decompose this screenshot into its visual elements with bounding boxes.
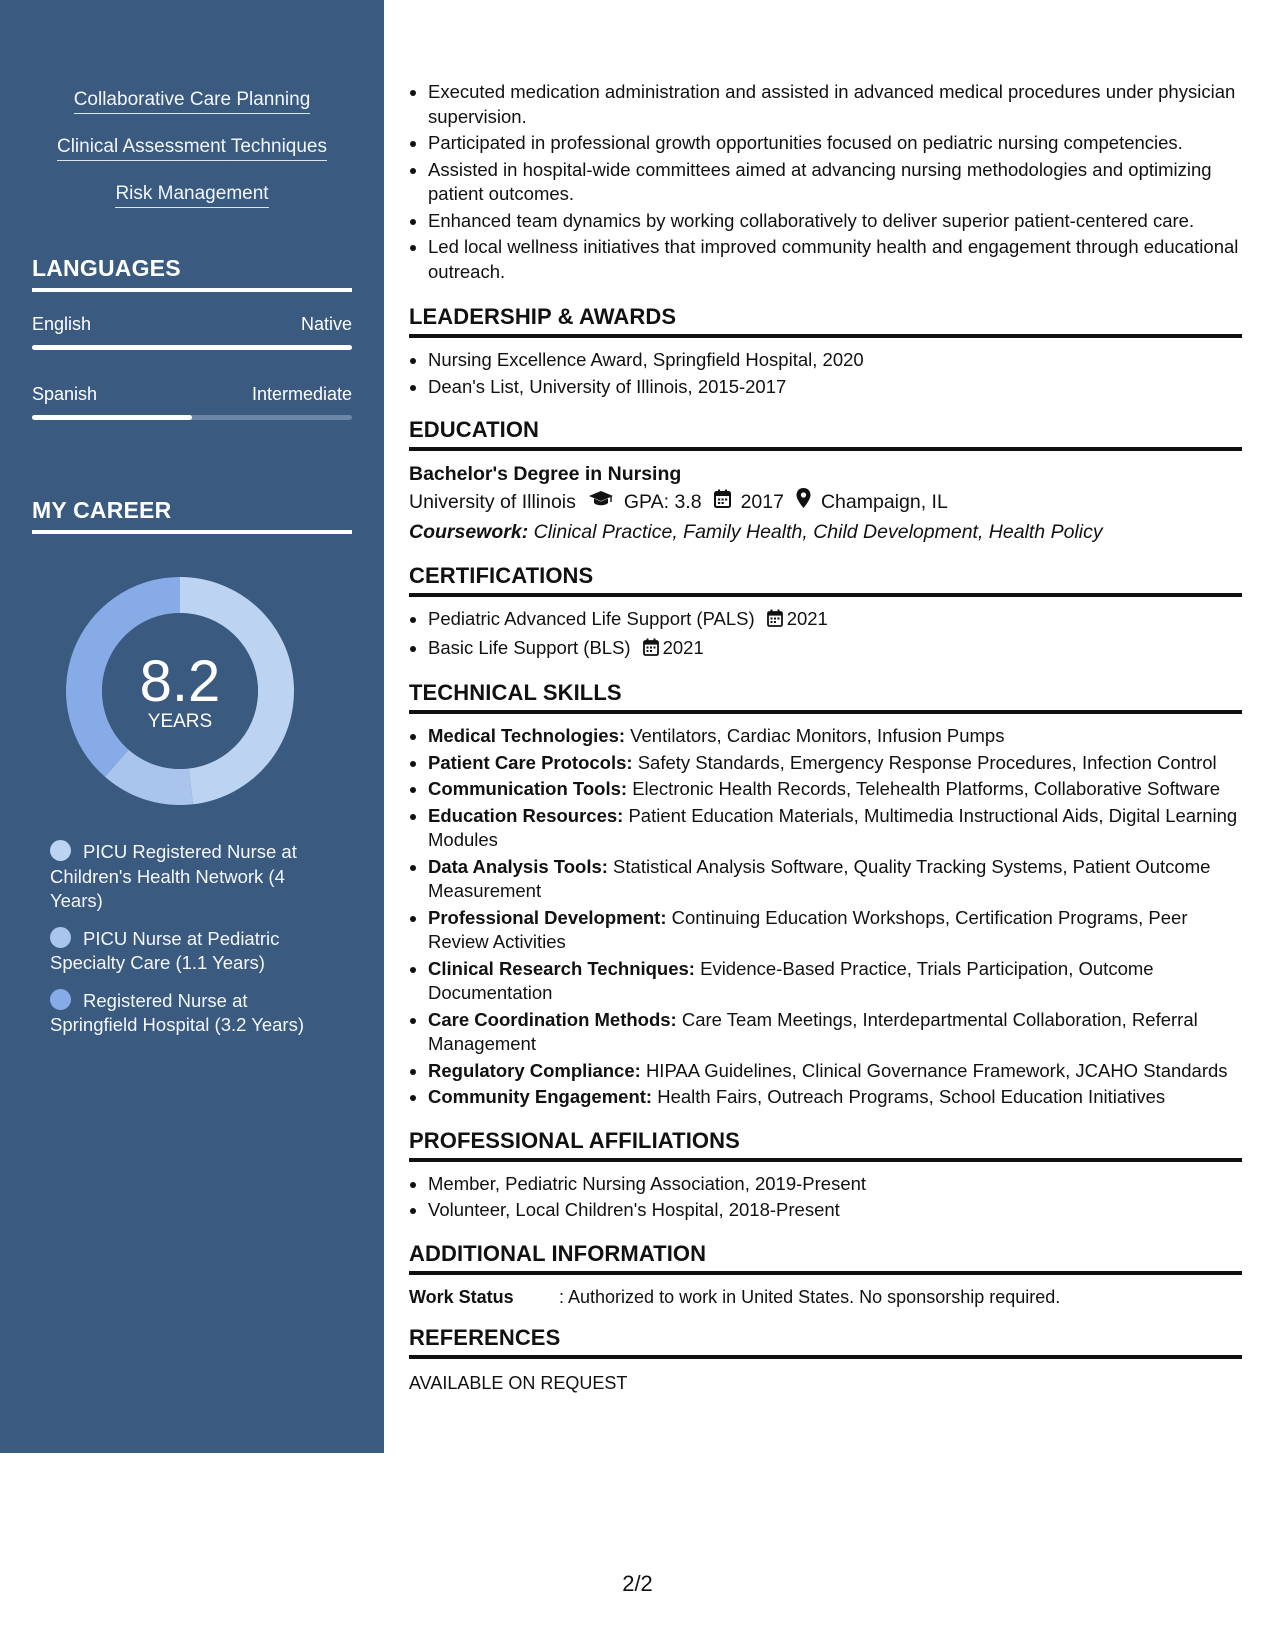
language-bar: [32, 345, 352, 350]
skill-value: Ventilators, Cardiac Monitors, Infusion Pumps: [630, 725, 1005, 746]
language-name: English: [32, 314, 92, 334]
technical-skills-heading: TECHNICAL SKILLS: [409, 680, 1242, 714]
skill-value: Continuing Education Workshops, Certification Programs, Peer Review Activities: [428, 906, 1188, 952]
references-heading: REFERENCES: [409, 1325, 1242, 1359]
career-legend: [50, 840, 340, 1051]
career-donut-chart: [66, 577, 294, 805]
gpa: GPA: 3.8: [623, 491, 702, 513]
language-level: Native: [300, 314, 352, 334]
leadership-heading: LEADERSHIP & AWARDS: [409, 304, 1242, 338]
certification-name: Basic Life Support (BLS): [428, 636, 631, 658]
school-location: Champaign, IL: [820, 491, 948, 513]
skill-value: Electronic Health Records, Telehealth Platforms, Collaborative Software: [632, 778, 1221, 799]
skill-value: Statistical Analysis Software, Quality Tracking Systems, Patient Outcome Measurement: [428, 855, 1211, 901]
language-bar: [32, 415, 352, 420]
certification-item: [409, 607, 1242, 634]
experience-bullet: Enhanced team dynamics by working collaboratively to deliver superior patient-centered care.: [409, 209, 1242, 234]
skill-link[interactable]: Clinical Assessment Techniques: [57, 135, 327, 161]
language-row: [32, 383, 352, 420]
calendar-icon: [643, 638, 659, 663]
career-label: PICU Registered Nurse at Children's Health Network (4 Years): [50, 841, 297, 911]
language-bar-fill: [32, 415, 192, 420]
page-number: 2/2: [622, 1571, 653, 1596]
skill-link[interactable]: Risk Management: [115, 182, 268, 208]
skill-item: [409, 751, 1242, 776]
calendar-icon: [767, 609, 783, 634]
work-status-label: Work Status: [409, 1286, 514, 1307]
career-dot: [50, 989, 71, 1010]
skill-item: [409, 1059, 1242, 1084]
skill-item: [409, 804, 1242, 853]
affiliation-item: Member, Pediatric Nursing Association, 2019-Present: [409, 1172, 1242, 1197]
experience-bullet: Executed medication administration and assisted in advanced medical procedures under physician supervision.: [409, 80, 1242, 129]
skill-item: [409, 906, 1242, 955]
skill-item: [409, 957, 1242, 1006]
education-details: [409, 487, 1242, 517]
skill-link[interactable]: Collaborative Care Planning: [74, 88, 311, 114]
skill-label: Communication Tools:: [428, 778, 628, 799]
degree: Bachelor's Degree in Nursing: [409, 463, 682, 485]
skill-value: Safety Standards, Emergency Response Procedures, Infection Control: [637, 751, 1217, 773]
experience-bullet: Assisted in hospital-wide committees aimed at advancing nursing methodologies and optimizing patient outcomes.: [409, 158, 1242, 207]
graduation-cap-icon: [588, 487, 614, 517]
main-content: [409, 80, 1242, 1395]
references-text: AVAILABLE ON REQUEST: [409, 1372, 628, 1393]
career-label: PICU Nurse at Pediatric Specialty Care (1.1 Years): [50, 927, 280, 973]
skill-label: Regulatory Compliance:: [428, 1059, 641, 1081]
skill-value: Health Fairs, Outreach Programs, School Education Initiatives: [657, 1086, 1166, 1107]
skill-links: [0, 88, 384, 229]
skill-label: Education Resources:: [428, 804, 624, 826]
career-dot: [50, 927, 71, 948]
donut-center: [66, 577, 294, 805]
skill-label: Care Coordination Methods:: [428, 1008, 677, 1030]
skill-value: Patient Education Materials, Multimedia Instructional Aids, Digital Learning Modules: [428, 804, 1238, 850]
skill-value: Evidence-Based Practice, Trials Participation, Outcome Documentation: [428, 957, 1154, 1003]
career-total-unit: YEARS: [147, 711, 213, 732]
skill-label: Patient Care Protocols:: [428, 751, 633, 773]
work-status-row: [409, 1285, 1242, 1309]
certification-year: 2021: [786, 608, 828, 629]
certification-year: 2021: [662, 636, 704, 658]
skill-item: [409, 1008, 1242, 1057]
language-row: [32, 313, 352, 350]
language-name: Spanish: [32, 384, 98, 404]
experience-bullets: [409, 80, 1242, 284]
experience-bullet: Led local wellness initiatives that improved community health and engagement through educational outreach.: [409, 235, 1242, 284]
skill-item: [409, 855, 1242, 904]
graduation-year: 2017: [740, 491, 784, 513]
school-name: University of Illinois: [409, 491, 576, 513]
languages-heading: LANGUAGES: [32, 255, 352, 292]
affiliations-list: [409, 1172, 1242, 1223]
calendar-icon: [714, 487, 731, 517]
career-label: Registered Nurse at Springfield Hospital (3.2 Years): [50, 989, 305, 1035]
experience-bullet: Participated in professional growth opportunities focused on pediatric nursing competencies.: [409, 131, 1242, 156]
skill-value: HIPAA Guidelines, Clinical Governance Framework, JCAHO Standards: [645, 1059, 1228, 1081]
location-pin-icon: [796, 487, 811, 517]
skill-item: [409, 1085, 1242, 1110]
coursework-list: Clinical Practice, Family Health, Child Development, Health Policy: [533, 521, 1103, 543]
skill-item: [409, 724, 1242, 749]
skill-label: Medical Technologies:: [428, 725, 626, 746]
skill-item: [409, 777, 1242, 802]
career-dot: [50, 840, 71, 861]
affiliations-heading: PROFESSIONAL AFFILIATIONS: [409, 1128, 1242, 1162]
certification-item: [409, 636, 1242, 663]
skill-label: Data Analysis Tools:: [428, 855, 608, 877]
skill-label: Community Engagement:: [428, 1086, 653, 1107]
language-level: Intermediate: [251, 384, 352, 404]
education-heading: EDUCATION: [409, 417, 1242, 451]
certifications-list: [409, 607, 1242, 662]
technical-skills-list: [409, 724, 1242, 1110]
skill-value: Care Team Meetings, Interdepartmental Collaboration, Referral Management: [428, 1008, 1198, 1054]
skill-label: Professional Development:: [428, 906, 667, 928]
career-total-value: 8.2: [139, 649, 221, 714]
coursework-label: Coursework:: [409, 521, 529, 543]
affiliation-item: Volunteer, Local Children's Hospital, 2018-Present: [409, 1198, 1242, 1223]
language-bar-fill: [32, 345, 352, 350]
leadership-list: [409, 348, 1242, 399]
leadership-item: Nursing Excellence Award, Springfield Hospital, 2020: [409, 348, 1242, 373]
career-heading: MY CAREER: [32, 497, 352, 534]
skill-label: Clinical Research Techniques:: [428, 957, 695, 979]
certifications-heading: CERTIFICATIONS: [409, 563, 1242, 597]
additional-info-heading: ADDITIONAL INFORMATION: [409, 1241, 1242, 1275]
career-item: [50, 840, 340, 914]
coursework: [409, 517, 1242, 547]
career-item: [50, 989, 340, 1038]
career-item: [50, 927, 340, 976]
sidebar: [0, 0, 384, 1453]
work-status-value: : Authorized to work in United States. No sponsorship required.: [559, 1286, 1061, 1307]
leadership-item: Dean's List, University of Illinois, 2015-2017: [409, 375, 1242, 400]
certification-name: Pediatric Advanced Life Support (PALS): [428, 608, 755, 629]
